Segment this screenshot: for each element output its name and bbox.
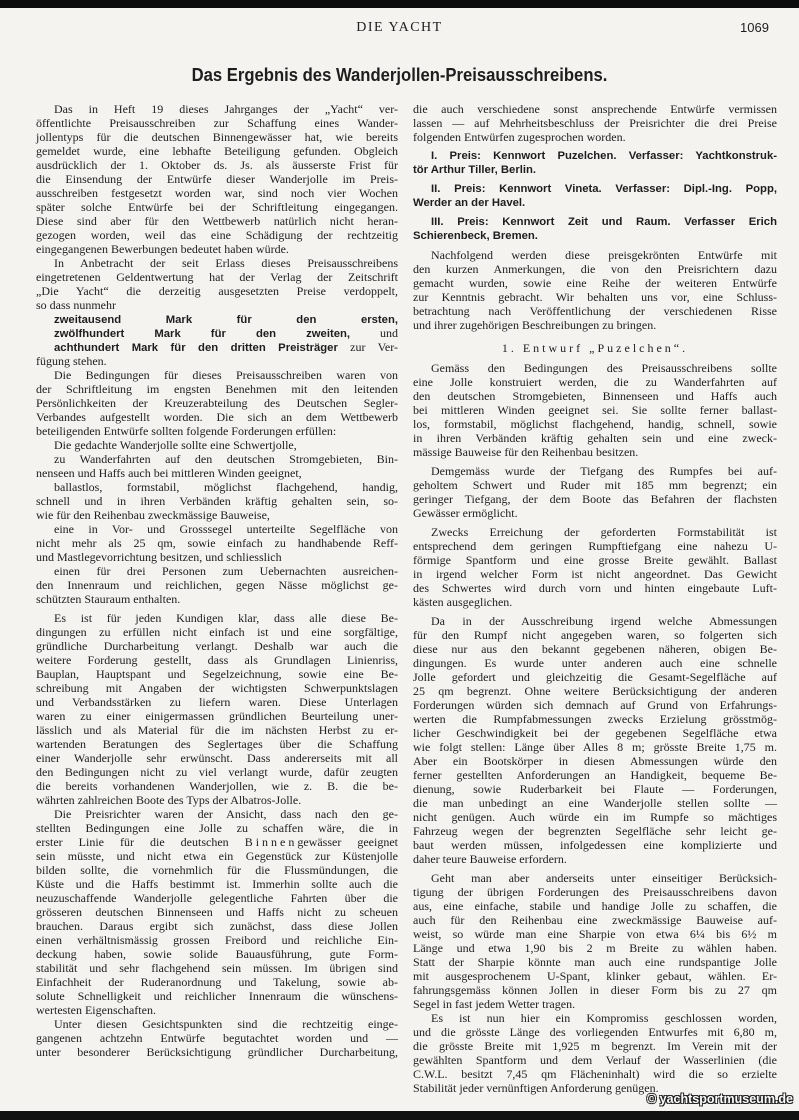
text-line: ausdrücklich der 1. Oktober ds. Js. als äusserste Frist für	[36, 158, 398, 172]
spaced-text: Binnen	[244, 835, 298, 849]
text-line: wartenden Beratungen des Seglertages über die Schaffung	[36, 737, 398, 751]
text-line: und Mastlegevorrichtung besitzen, und schliesslich	[36, 550, 282, 564]
text-line: ausschreiben festgesetzt worden war, sind noch vier Wochen	[36, 186, 398, 200]
section-heading: 1. Entwurf „Puzelchen“.	[501, 341, 689, 355]
text-line: wie für den Reihenbau zweckmässige Bauweise,	[36, 508, 270, 522]
bold-text: zweitausend Mark für den ersten,	[54, 314, 398, 326]
paragraph	[413, 102, 777, 144]
paragraph	[413, 614, 777, 866]
text-line: Nachfolgend werden diese preisgekrönten Entwürfe mit	[431, 248, 777, 262]
text-span: zur Ver-	[337, 340, 398, 354]
text-line: mit ausgesprochenem U-Spant, klinker gebaut, wählen. Er-	[413, 969, 777, 983]
text-line	[36, 326, 398, 340]
text-line: unter besonderer Berücksichtigung gründlicher Durcharbeitung,	[36, 1045, 398, 1059]
text-line: deckung haben, sowie solide Bauausführung, gute Form-	[36, 947, 398, 961]
text-line: gemacht wurden, sowie eine Reihe der weiteren Entwürfe	[413, 276, 777, 290]
text-line: in ihren Verbänden kräftig gehalten sein und eine zweck-	[413, 431, 777, 445]
text-line: bei mittleren Winden geeignet sei. Sie sollte ferner ballast-	[413, 403, 777, 417]
text-line: nenseen und Haffs auch bei mittleren Winden geeignet,	[36, 466, 302, 480]
text-line: öffentlichte Preisausschreiben zur Schaffung eines Wander-	[36, 116, 398, 130]
text-line: dingungen. Es wurde unter anderen auch eine schnelle	[413, 656, 777, 670]
text-line: eingetretenen Geldentwertung hat der Verlag der Zeitschrift	[36, 270, 398, 284]
paragraph	[36, 611, 398, 807]
text-line: I. Preis: Kennwort Puzelchen. Verfasser: Yachtkonstruk-	[431, 150, 777, 162]
text-line: Schierenbeck, Bremen.	[413, 230, 538, 242]
text-line: gewählten Spantform und dem Verlauf der Wasserlinien (die	[413, 1053, 777, 1067]
text-line: Stabilität jeder vernünftigen Anforderung genügen.	[413, 1081, 659, 1095]
right-text-column	[413, 102, 777, 1095]
text-line: schnell und in ihren Verbänden kräftig gehalten sein, so-	[36, 494, 398, 508]
text-line: brauchen. Daraus ergibt sich zunächst, dass diese Jollen	[36, 919, 398, 933]
text-line: einen für drei Personen zum Uebernachten ausreichen-	[54, 564, 398, 578]
text-line: auch für den Reihenbau eine zweckmässige Bauweise auf-	[413, 913, 777, 927]
text-line: einer Wanderjolle sehr erwünscht. Dass andererseits mit all	[36, 751, 398, 765]
text-line: entsprechend dem geringen Rumpftiefgang eine nahezu U-	[413, 539, 777, 553]
paragraph	[413, 871, 777, 1011]
text-line: so dass nunmehr	[36, 298, 116, 312]
text-line: weist, so würde man eine Sharpie von etwa 6¼ bis 6½ m	[413, 927, 777, 941]
text-line: nicht mehr als 25 qm, sowie einfach zu handhabende Reff-	[36, 536, 398, 550]
text-line: Diese sind aber für den Wettbewerb natürlich nicht heran-	[36, 214, 398, 228]
text-line: währten zahlreichen Boote des Typs der Albatros-Jolle.	[36, 793, 302, 807]
text-line: die Einsendung der Entwürfe dieser Wanderjolle im Preis-	[36, 172, 398, 186]
paragraph	[36, 807, 398, 1017]
text-line: schreibung mit Angaben der wichtigsten Schwerpunktslagen	[36, 681, 398, 695]
text-line: Zwecks Erreichung der geforderten Formstabilität ist	[431, 525, 777, 539]
text-line: den deutschen Stromgebieten, Binnenseen und Haffs auch	[413, 389, 777, 403]
running-title: DIE YACHT	[356, 20, 443, 35]
text-span: und	[350, 326, 399, 340]
text-line: solute Schnelligkeit und reichlicher Innenraum die wünschens-	[36, 989, 398, 1003]
text-line: Küste und die Haffs bestimmt ist. Immerhin sollte auch die	[36, 877, 398, 891]
text-line: gemeldet wurde, eine lebhafte Beteiligung gefunden. Obgleich	[36, 144, 398, 158]
text-line: Segel in fast jedem Wetter tragen.	[413, 997, 576, 1011]
text-line: waren zu einer einigermassen gründlichen Beurteilung uner-	[36, 709, 398, 723]
text-line: Die gedachte Wanderjolle sollte eine Schwertjolle,	[54, 438, 297, 452]
text-line: die bereits vorhandenen Wanderjollen, wie z. B. die be-	[36, 779, 398, 793]
text-line: daher teure Bauweise erfordern.	[413, 852, 567, 866]
text-line: los, formstabil, möglichst flachgehend, handig, schnell, sowie	[413, 417, 777, 431]
paragraph	[36, 452, 398, 480]
paragraph	[413, 361, 777, 459]
text-line: den Bedingungen nicht zu viel verlangt wurde, dafür zeugten	[36, 765, 398, 779]
scan-border-bottom	[0, 1111, 799, 1120]
text-line: sein müsste, und nicht etwa ein Gegenstück zur Küstenjolle	[36, 849, 398, 863]
text-line: Die Bedingungen für dieses Preisausschreiben waren von	[54, 368, 398, 382]
text-line: den Innenraum und reichlichen, gegen Nässe möglichst ge-	[36, 578, 398, 592]
text-line: lässlich und als Material für die im nächsten Herbst zu er-	[36, 723, 398, 737]
bold-text: achthundert Mark für den dritten Preisträger	[54, 342, 338, 354]
text-line: Statt der Sharpie könnte man auch eine rundspantige Jolle	[413, 955, 777, 969]
text-line: betrachtung nach Veröffentlichung der verschiedenen Risse	[413, 304, 777, 318]
paragraph	[36, 368, 398, 438]
text-line: die auch verschiedene sonst ansprechende Entwürfe vermissen	[413, 102, 777, 116]
text-line: Aber ein Bootskörper in diesen Abmessungen würde den	[413, 754, 777, 768]
text-line: wertesten Eigenschaften.	[36, 1003, 156, 1017]
paragraph	[413, 525, 777, 609]
paragraph	[36, 1017, 398, 1059]
text-line: dingungen zu erfüllen nicht einfach ist und eine sorgfältige,	[36, 625, 398, 639]
text-line: stabilität und sehr flachgehend sein müssen. Im übrigen sind	[36, 961, 398, 975]
text-line: lassen — auf Mehrheitsbeschluss der Preisrichter die drei Preise	[413, 116, 777, 130]
text-line: Es ist für jeden Kundigen klar, dass alle diese Be-	[54, 611, 398, 625]
text-line: folgenden Entwürfen zugesprochen worden.	[413, 130, 626, 144]
text-line: und die grösste Länge des vorliegenden Entwurfes mit 6,80 m,	[413, 1025, 777, 1039]
text-line: Demgemäss wurde der Tiefgang des Rumpfes bei auf-	[431, 464, 777, 478]
text-line: Gewässer ermöglicht.	[413, 506, 518, 520]
text-line: Persönlichkeiten der Kreuzerabteilung des Deutschen Segler-	[36, 396, 398, 410]
text-line: wie folgt stellen: Länge über Alles 8 m; grösste Breite 1,75 m.	[413, 740, 777, 754]
text-line: kästen ausgeglichen.	[413, 595, 513, 609]
text-line: weitere Forderung gestellt, dass als Grundlagen Linienriss,	[36, 653, 398, 667]
text-line: Werder an der Havel.	[413, 197, 526, 209]
prize-paragraph	[413, 182, 777, 210]
text-line: diese nur aus den bekannt gegebenen näheren, obigen Be-	[413, 642, 777, 656]
text-line: gangenen achtzehn Entwürfe begutachtet worden und —	[36, 1031, 398, 1045]
text-line: eine in Vor- und Grosssegel unterteilte Segelfläche von	[54, 522, 398, 536]
text-line: und ihrer zugehörigen Beschreibungen zu bringen.	[413, 318, 657, 332]
text-line: des Schwertes wird durch vorn und hinten eingebaute Luft-	[413, 581, 777, 595]
text-span: fügung stehen.	[36, 354, 107, 368]
text-line: den kurzen Anmerkungen, die von den Preisrichtern dazu	[413, 262, 777, 276]
text-line: ballastlos, formstabil, möglichst flachgehend, handig,	[54, 480, 398, 494]
text-line	[36, 340, 398, 354]
text-line: mässige Bauweise für den Reihenbau besitzen.	[413, 445, 639, 459]
text-line: eingegangenen Bewerbungen bedeutet haben würde.	[36, 242, 289, 256]
text-line: die grösste Breite mit 1,925 m begrenzt. Im Verein mit der	[413, 1039, 777, 1053]
text-line: jollentyps für die deutschen Binnengewässer hat, wie bereits	[36, 130, 398, 144]
paragraph	[413, 248, 777, 332]
text-line: Die Preisrichter waren der Ansicht, dass nach den ge-	[54, 807, 398, 821]
text-line: Jolle gefordert und gleichzeitig die Gesamt-Segelfläche auf	[413, 670, 777, 684]
text-line: In Anbetracht der seit Erlass dieses Preisausschreibens	[54, 256, 398, 270]
paragraph	[36, 438, 398, 452]
text-line: baut werden müssen, infolgedessen eine komplizierte und	[413, 838, 777, 852]
text-line: tigung der übrigen Forderungen des Preisausschreibens davon	[413, 885, 777, 899]
watermark: © yachtsportmuseum.de	[646, 1092, 793, 1106]
text-line: Geht man aber anderseits unter einseitiger Berücksich-	[431, 871, 777, 885]
left-text-column	[36, 102, 398, 1059]
text-line: Bauplan, Hauptspant und Segelzeichnung, sowie eine Be-	[36, 667, 398, 681]
text-line: später solche Entwürfe bei der Schriftleitung eingegangen.	[36, 200, 398, 214]
text-line: Länge und etwa 1,90 bis 2 m Breite zu wählen haben.	[413, 941, 777, 955]
text-span: erster Linie für die deutschen	[36, 835, 245, 849]
text-line: licher Geschwindigkeit bei der gegebenen Segelfläche etwa	[413, 726, 777, 740]
text-line: beteiligenden Entwürfe sollten folgende Forderungen erfüllen:	[36, 424, 337, 438]
prize-amount-list	[36, 312, 398, 368]
text-line: eine Jolle konstruiert werden, die zu Wanderfahrten auf	[413, 375, 777, 389]
text-line: ferner gestellten Anforderungen an Handigkeit, bequeme Be-	[413, 768, 777, 782]
text-line: nicht genügen. Auch würde ein im Rumpfe so mächtiges	[413, 810, 777, 824]
text-line	[36, 312, 398, 326]
text-line: Da in der Ausschreibung irgend welche Abmessungen	[431, 614, 777, 628]
text-line: werten die Rumpfabmessungen zwecks Erzielung grösstmög-	[413, 712, 777, 726]
text-line: geringer Tiefgang, der dem Boote das Befahren der flachsten	[413, 492, 777, 506]
text-line: grösseren deutschen Binnenseen und Haffs nicht zu scheuen	[36, 905, 398, 919]
page-number: 1069	[740, 20, 769, 35]
text-line: II. Preis: Kennwort Vineta. Verfasser: Dipl.-Ing. Popp,	[431, 183, 777, 195]
text-line: stellten Bedingungen eine Jolle zu schaffen wäre, die in	[36, 821, 398, 835]
text-line: Unter diesen Gesichtspunkten sind die rechtzeitig einge-	[54, 1017, 398, 1031]
text-line: für den Rumpf nicht angegeben waren, so folgerten sich	[413, 628, 777, 642]
scan-border-top	[0, 0, 799, 8]
text-line: geholtem Schwert und Ruder mit 185 mm begrenzt; ein	[413, 478, 777, 492]
bold-text: zwölfhundert Mark für den zweiten,	[54, 328, 351, 340]
text-line: in irgend welcher Form ist nicht angeordnet. Das Gewicht	[413, 567, 777, 581]
text-line: der Schriftleitung im engsten Benehmen mit den leitenden	[36, 382, 398, 396]
paragraph	[413, 1011, 777, 1095]
text-line: und Verbandsstärken zu liefern waren. Diese Unterlagen	[36, 695, 398, 709]
text-line: „Die Yacht“ die derzeitig ausgesetzten Preise verdoppelt,	[36, 284, 398, 298]
text-line: zu Wanderfahrten auf den deutschen Stromgebieten, Bin-	[54, 452, 398, 466]
text-line: Forderungen würden sich demnach auf Grund von Erfahrungs-	[413, 698, 777, 712]
paragraph	[413, 464, 777, 520]
text-line: dienung, sowie Ruderbarkeit bei Flaute — Forderungen,	[413, 782, 777, 796]
text-line: schützten Stauraum enthalten.	[36, 592, 181, 606]
text-line: fahrungsgemäss können Jollen in dieser Form bis zu 27 qm	[413, 983, 777, 997]
text-line: Fahrzeug wegen der begrenzten Segelfläche sehr leicht ge-	[413, 824, 777, 838]
text-line: die man unbedingt an eine Wanderjolle stellen sollte —	[413, 796, 777, 810]
paragraph	[36, 102, 398, 256]
text-line: tör Arthur Tiller, Berlin.	[413, 164, 537, 176]
text-line: förmige Spantform und eine grosse Breite gewählt. Ballast	[413, 553, 777, 567]
paragraph	[36, 522, 398, 564]
prize-paragraph	[413, 215, 777, 243]
paragraph	[36, 480, 398, 522]
text-line: bilden sollte, die vornehmlich für die Flussmündungen, die	[36, 863, 398, 877]
text-line: gezogen worden, weil das eine Schädigung der rechtzeitig	[36, 228, 398, 242]
text-line: aus, eine einfache, stabile und handige Jolle zu schaffen, die	[413, 899, 777, 913]
text-line	[36, 835, 398, 849]
text-line: III. Preis: Kennwort Zeit und Raum. Verfasser Erich	[431, 216, 777, 228]
paragraph	[36, 256, 398, 312]
prize-paragraph	[413, 149, 777, 177]
text-line: Verbandes aufgestellt worden. Die sich an dem Wettbewerb	[36, 410, 398, 424]
text-line: Gemäss den Bedingungen des Preisausschreibens sollte	[431, 361, 777, 375]
text-line: 25 qm begrenzt. Ohne weitere Berücksichtigung der anderen	[413, 684, 777, 698]
text-line	[36, 354, 398, 368]
text-line: Einfachheit der Ruderanordnung und Takelung, sowie ab-	[36, 975, 398, 989]
text-span: gewässer geeignet	[297, 835, 398, 849]
article-title: Das Ergebnis des Wanderjollen-Preisausschreibens.	[191, 64, 608, 85]
text-line: zur Kenntnis gebracht. Wir behalten uns vor, eine Schluss-	[413, 290, 777, 304]
text-line: Es ist nun hier ein Kompromiss geschlossen worden,	[431, 1011, 777, 1025]
text-line: Das in Heft 19 dieses Jahrganges der „Yacht“ ver-	[54, 102, 398, 116]
text-line: gründliche Durcharbeitung verlangt. Deshalb war auch die	[36, 639, 398, 653]
paragraph	[36, 564, 398, 606]
text-line: C.W.L. besitzt 7,45 qm Flächeninhalt) wird die so erzielte	[413, 1067, 777, 1081]
text-line: neuzuschaffende Wanderjolle gelegentliche Fahrten über die	[36, 891, 398, 905]
text-line: einen verhältnismässig grossen Freibord und reichliche Ein-	[36, 933, 398, 947]
